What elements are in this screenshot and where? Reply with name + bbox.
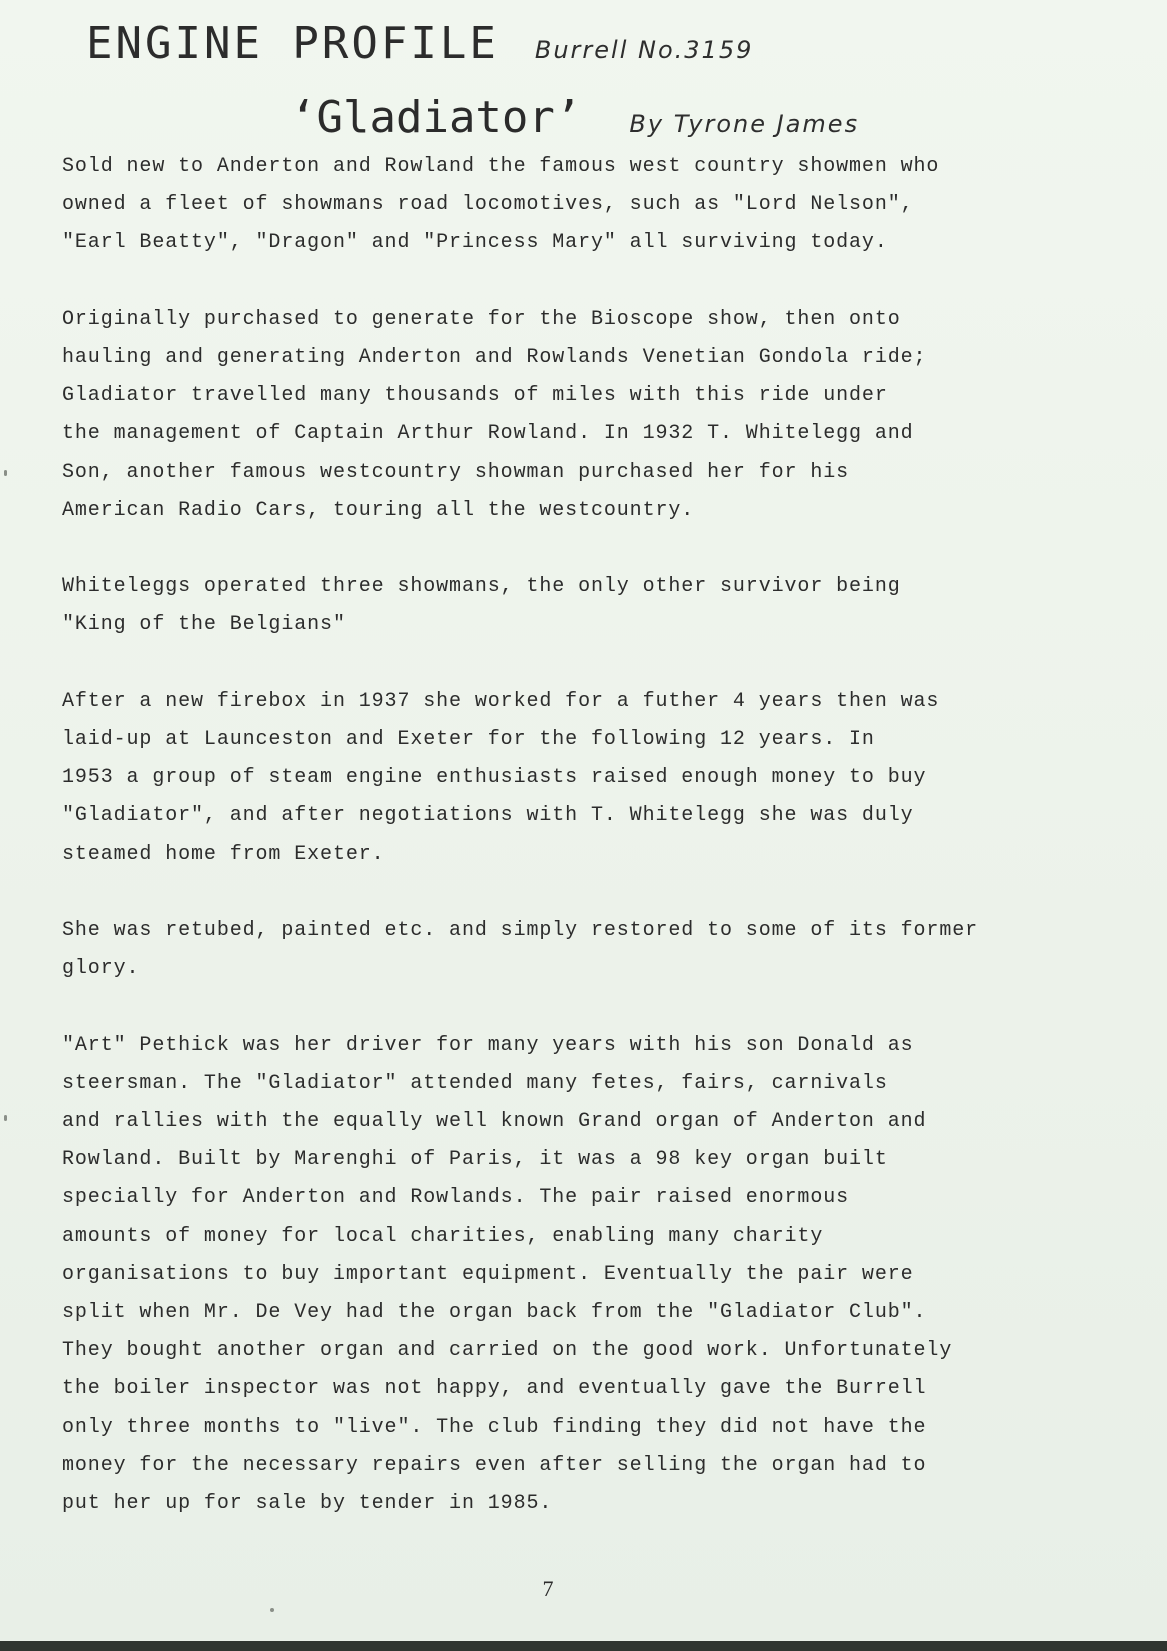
binding-mark xyxy=(4,1115,7,1121)
paper-speck xyxy=(270,1608,274,1612)
page-bottom-edge xyxy=(0,1641,1167,1651)
title-line xyxy=(290,92,1090,156)
engine-name-title: ‘Gladiator’ xyxy=(290,92,582,143)
article-body xyxy=(62,148,1122,1561)
paragraph: "Art" Pethick was her driver for many years with his son Donald as steersman. The "Gladiator" attended many fetes, fairs, carnivals and rallies with the equally well known Grand organ of Anderton and Rowland. Built by Marenghi of Paris, it was a 98 key organ built specially for Anderton and Rowlands. The pair raised enormous amounts of money for local charities, enabling many charity organisations to buy important equipment. Eventually the pair were split when Mr. De Vey had the organ back from the "Gladiator Club". They bought another organ and carried on the good work. Unfortunately the boiler inspector was not happy, and eventually gave the Burrell only three months to "live". The club finding they did not have the money for the necessary repairs even after selling the organ had to put her up for sale by tender in 1985. xyxy=(62,1033,953,1516)
section-title: ENGINE PROFILE xyxy=(86,18,499,69)
paragraph: Whiteleggs operated three showmans, the only other survivor being "King of the Belgians" xyxy=(62,575,901,637)
article-heading xyxy=(86,18,1126,80)
engine-number: Burrell No.3159 xyxy=(534,36,754,64)
paragraph: She was retubed, painted etc. and simply restored to some of its former glory. xyxy=(62,919,979,981)
paragraph: Sold new to Anderton and Rowland the famous west country showmen who owned a fleet of showmans road locomotives, such as "Lord Nelson", "Earl Beatty", "Dragon" and "Princess Mary" all surviving today. xyxy=(62,155,940,255)
binding-mark xyxy=(4,470,7,476)
page-number: 7 xyxy=(542,1576,554,1601)
author-byline: By Tyrone James xyxy=(629,110,860,138)
paragraph: After a new firebox in 1937 she worked for a futher 4 years then was laid-up at Launceston and Exeter for the following 12 years. In 1953 a group of steam engine enthusiasts raised enough money to buy "Gladiator", and after negotiations with T. Whitelegg she was duly steamed home from Exeter. xyxy=(62,689,940,866)
paragraph: Originally purchased to generate for the Bioscope show, then onto hauling and generating Anderton and Rowlands Venetian Gondola ride; Gladiator travelled many thousands of miles with this ride under the management of Captain Arthur Rowland. In 1932 T. Whitelegg and Son, another famous westcountry showman purchased her for his American Radio Cars, touring all the westcountry. xyxy=(62,307,927,522)
